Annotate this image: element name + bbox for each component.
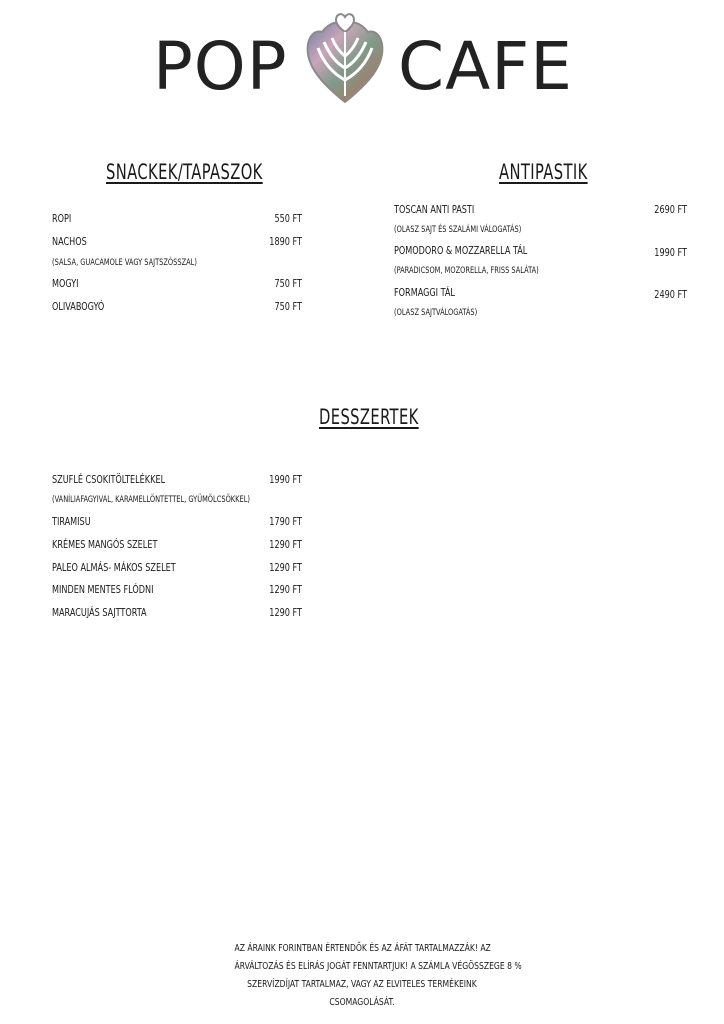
menu-item-price: 750 FT: [274, 277, 302, 290]
menu-item-note: (OLASZ SAJT ÉS SZALÁMI VÁLOGATÁS): [394, 225, 522, 235]
menu-item-price: 1990 FT: [269, 473, 302, 486]
section-title-antipastik: ANTIPASTIK: [499, 160, 588, 184]
menu-item-name: TIRAMISU: [52, 515, 91, 528]
menu-item-name: NACHOS: [52, 235, 87, 248]
menu-item-price: 750 FT: [274, 300, 302, 313]
menu-item-name: MOGYI: [52, 277, 79, 290]
menu-item-price: 1290 FT: [269, 606, 302, 619]
logo-word-cafe: CAFE: [398, 28, 573, 105]
menu-item-name: FORMAGGI TÁL: [394, 286, 455, 299]
menu-item-note: (OLASZ SAJTVÁLOGATÁS): [394, 308, 478, 318]
latte-art-heart-icon: [300, 12, 390, 104]
price-disclaimer: [212, 940, 522, 1012]
menu-item-name: TOSCAN ANTI PASTI: [394, 203, 475, 216]
menu-item-price: 550 FT: [274, 212, 302, 225]
menu-item-note: (SALSA, GUACAMOLE VAGY SAJTSZÓSSZAL): [52, 258, 197, 268]
menu-item-name: KRÉMES MANGÓS SZELET: [52, 538, 158, 551]
menu-item-name: ROPI: [52, 212, 72, 225]
menu-item-price: 1290 FT: [269, 561, 302, 574]
menu-item-name: SZUFLÉ CSOKITÖLTELÉKKEL: [52, 473, 166, 486]
menu-item-note: (PARADICSOM, MOZORELLA, FRISS SALÁTA): [394, 266, 539, 276]
menu-item-name: POMODORO & MOZZARELLA TÁL: [394, 244, 528, 257]
menu-item-note: (VANÍLIAFAGYIVAL, KARAMELLÖNTETTEL, GYÜMÖLCSÖKKEL): [52, 495, 250, 505]
menu-item-name: MARACUJÁS SAJTTORTA: [52, 606, 147, 619]
menu-item-price: 1290 FT: [269, 583, 302, 596]
disclaimer-line: CSOMAGOLÁSÁT.: [329, 997, 395, 1008]
menu-item-price: 1290 FT: [269, 538, 302, 551]
menu-item-price: 1790 FT: [269, 515, 302, 528]
menu-item-name: OLIVABOGYÓ: [52, 300, 105, 313]
menu-item-name: MINDEN MENTES FLÓDNI: [52, 583, 154, 596]
cafe-logo: [0, 12, 724, 104]
logo-word-pop: POP: [153, 28, 288, 105]
menu-item-price: 2690 FT: [654, 203, 687, 216]
disclaimer-line: ÁRVÁLTOZÁS ÉS ELÍRÁS JOGÁT FENNTARTJUK! A SZÁMLA VÉGÖSSZEGE 8 %: [234, 961, 522, 972]
disclaimer-line: AZ ÁRAINK FORINTBAN ÉRTENDŐK ÉS AZ ÁFÁT TARTALMAZZÁK! AZ: [234, 943, 491, 954]
menu-item-price: 1890 FT: [269, 235, 302, 248]
section-title-snack: SNACKEK/TAPASZOK: [106, 160, 263, 184]
section-title-desszertek: DESSZERTEK: [319, 405, 419, 429]
menu-item-price: 2490 FT: [654, 288, 687, 301]
menu-item-price: 1990 FT: [654, 246, 687, 259]
menu-item-name: PALEO ALMÁS- MÁKOS SZELET: [52, 561, 176, 574]
disclaimer-line: SZERVÍZDÍJAT TARTALMAZ, VAGY AZ ELVITELES TERMÉKEINK: [247, 979, 477, 990]
